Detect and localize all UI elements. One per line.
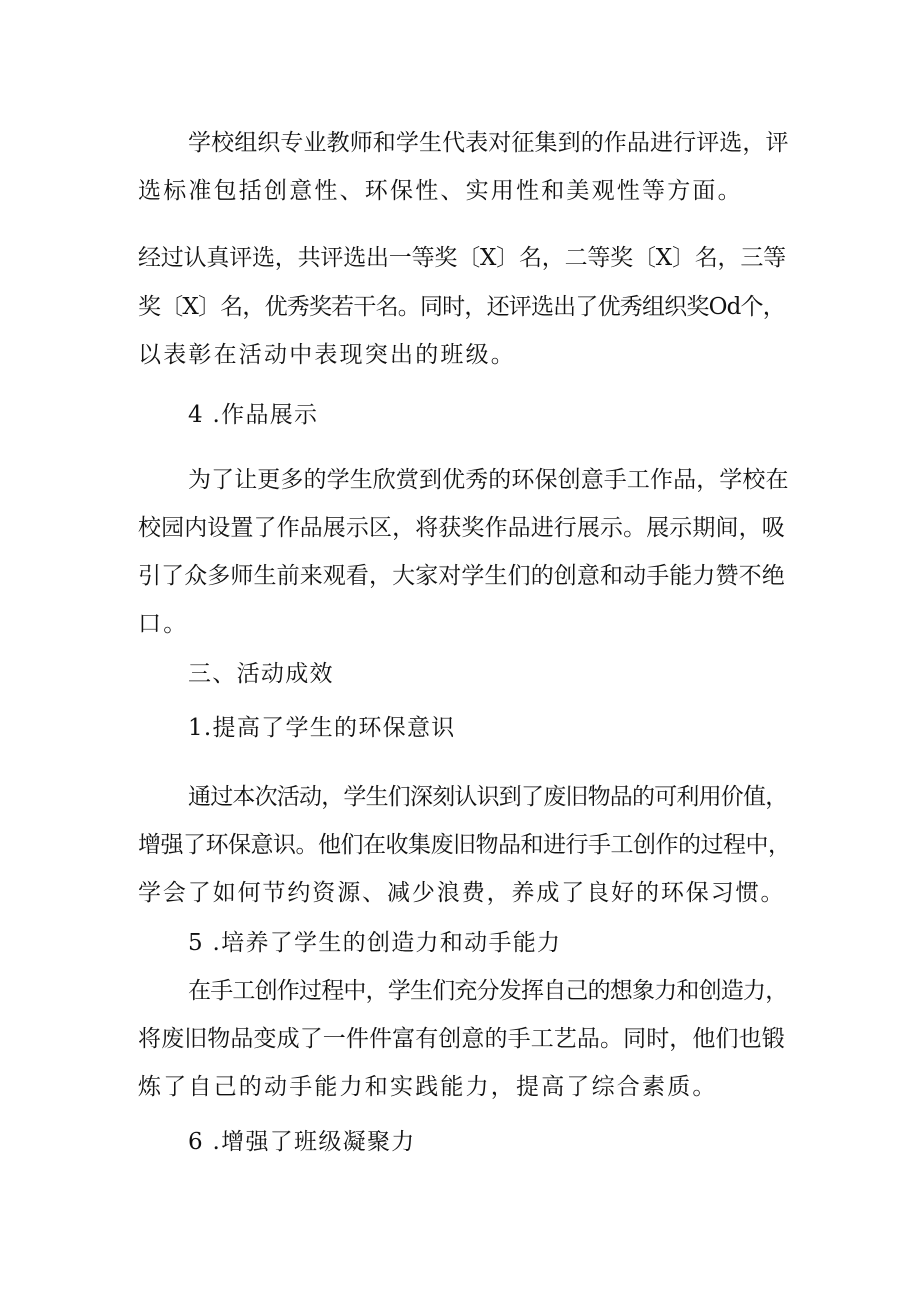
awards-paragraph-line: 经过认真评选，共评选出一等奖〔X〕名，二等奖〔X〕名，三等: [138, 245, 786, 271]
creativity-paragraph-line: 在手工创作过程中，学生们充分发挥自己的想象力和创造力，: [188, 978, 788, 1004]
awareness-heading: 1.提高了学生的环保意识: [188, 715, 456, 741]
exhibition-heading: 4 .作品展示: [188, 402, 319, 428]
awareness-paragraph-line: 通过本次活动，学生们深刻认识到了废旧物品的可利用价值，: [188, 784, 788, 810]
awards-paragraph-line: 以表彰在活动中表现突出的班级。: [138, 342, 516, 368]
exhibition-paragraph-line: 引了众多师生前来观看，大家对学生们的创意和动手能力赞不绝: [138, 563, 785, 589]
results-section-heading: 三、活动成效: [188, 661, 334, 687]
exhibition-paragraph-line: 为了让更多的学生欣赏到优秀的环保创意手工作品，学校在: [188, 467, 789, 493]
creativity-heading: 5 .培养了学生的创造力和动手能力: [188, 930, 562, 956]
awards-paragraph-line: 奖〔X〕名，优秀奖若干名。同时，还评选出了优秀组织奖Od个，: [138, 294, 785, 320]
cohesion-heading: 6 .增强了班级凝聚力: [188, 1129, 416, 1155]
exhibition-paragraph-line: 口。: [138, 611, 189, 637]
exhibition-paragraph-line: 校园内设置了作品展示区，将获奖作品进行展示。展示期间，吸: [138, 515, 785, 541]
creativity-paragraph-line: 将废旧物品变成了一件件富有创意的手工艺品。同时，他们也锻: [138, 1026, 785, 1052]
judging-paragraph-line: 学校组织专业教师和学生代表对征集到的作品进行评选，评: [188, 130, 789, 156]
creativity-paragraph-line: 炼了自己的动手能力和实践能力，提高了综合素质。: [138, 1074, 718, 1100]
judging-paragraph-line: 选标准包括创意性、环保性、实用性和美观性等方面。: [138, 178, 743, 204]
awareness-paragraph-line: 增强了环保意识。他们在收集废旧物品和进行手工创作的过程中，: [138, 832, 791, 858]
awareness-paragraph-line: 学会了如何节约资源、减少浪费，养成了良好的环保习惯。: [138, 880, 786, 906]
